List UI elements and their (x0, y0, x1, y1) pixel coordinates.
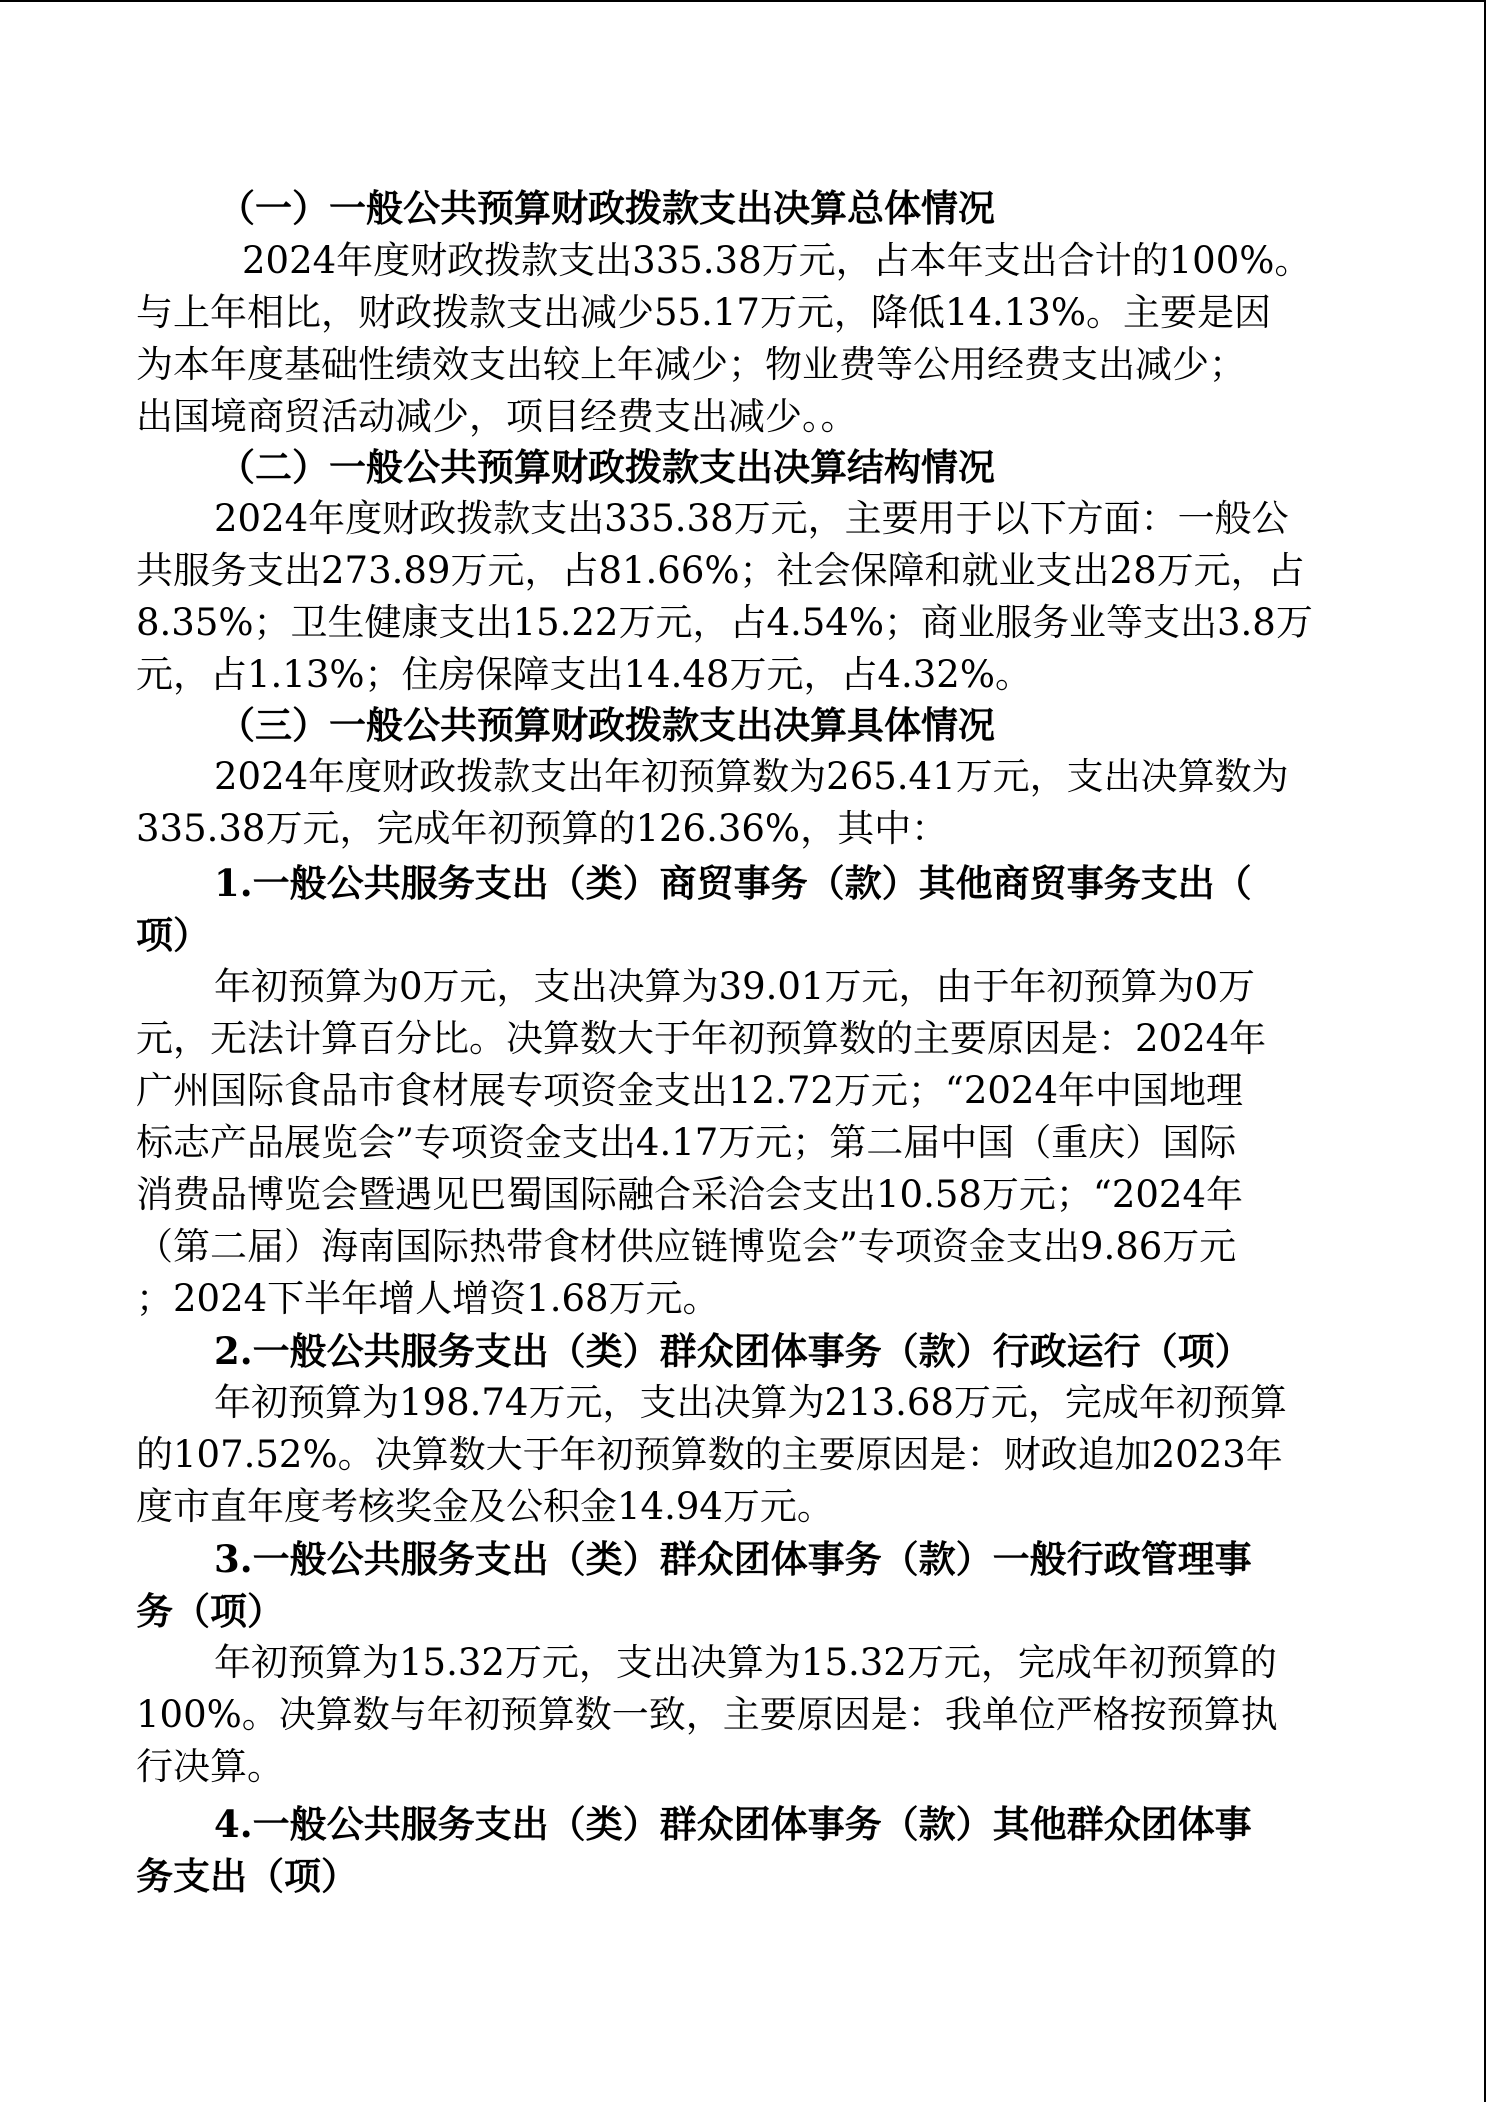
paragraph-line: 8.35%；卫生健康支出15.22万元，占4.54%；商业服务业等支出3.8万 (136, 601, 1313, 644)
subheading-item-4-cont: 务支出（项） (136, 1854, 358, 1898)
heading-structure: （二）一般公共预算财政拨款支出决算结构情况 (218, 445, 995, 489)
subheading-item-1-cont: 项） (136, 913, 210, 957)
paragraph-line: 为本年度基础性绩效支出较上年减少；物业费等公用经费支出减少； (136, 343, 1246, 386)
paragraph-line: 年初预算为198.74万元，支出决算为213.68万元，完成年初预算 (214, 1381, 1287, 1424)
paragraph-line: 335.38万元，完成年初预算的126.36%，其中： (136, 807, 949, 850)
paragraph-line: 2024年度财政拨款支出年初预算数为265.41万元，支出决算数为 (214, 755, 1289, 798)
heading-details: （三）一般公共预算财政拨款支出决算具体情况 (218, 703, 995, 747)
paragraph-line: 标志产品展览会”专项资金支出4.17万元；第二届中国（重庆）国际 (136, 1121, 1237, 1164)
subheading-item-2: 2.一般公共服务支出（类）群众团体事务（款）行政运行（项） (214, 1329, 1252, 1373)
paragraph-line: 2024年度财政拨款支出335.38万元，占本年支出合计的100%。 (242, 239, 1312, 282)
subheading-item-4: 4.一般公共服务支出（类）群众团体事务（款）其他群众团体事 (214, 1802, 1252, 1846)
paragraph-line: 消费品博览会暨遇见巴蜀国际融合采洽会支出10.58万元；“2024年 (136, 1173, 1243, 1216)
paragraph-line: 行决算。 (136, 1745, 284, 1788)
paragraph-line: 度市直年度考核奖金及公积金14.94万元。 (136, 1485, 834, 1528)
paragraph-line: 元，无法计算百分比。决算数大于年初预算数的主要原因是：2024年 (136, 1017, 1267, 1060)
subheading-item-3: 3.一般公共服务支出（类）群众团体事务（款）一般行政管理事 (214, 1537, 1252, 1581)
paragraph-line: 出国境商贸活动减少，项目经费支出减少。。 (136, 395, 858, 438)
paragraph-line: 年初预算为15.32万元，支出决算为15.32万元，完成年初预算的 (214, 1641, 1277, 1684)
paragraph-line: 年初预算为0万元，支出决算为39.01万元，由于年初预算为0万 (214, 965, 1256, 1008)
subheading-item-1: 1.一般公共服务支出（类）商贸事务（款）其他商贸事务支出（ (214, 861, 1252, 905)
paragraph-line: 2024年度财政拨款支出335.38万元，主要用于以下方面：一般公 (214, 497, 1289, 540)
paragraph-line: 元，占1.13%；住房保障支出14.48万元，占4.32%。 (136, 653, 1033, 696)
heading-overall: （一）一般公共预算财政拨款支出决算总体情况 (218, 186, 995, 230)
subheading-item-3-cont: 务（项） (136, 1589, 284, 1633)
paragraph-line: 广州国际食品市食材展专项资金支出12.72万元；“2024年中国地理 (136, 1069, 1243, 1112)
paragraph-line: 共服务支出273.89万元，占81.66%；社会保障和就业支出28万元，占 (136, 549, 1305, 592)
paragraph-line: （第二届）海南国际热带食材供应链博览会”专项资金支出9.86万元 (136, 1225, 1237, 1268)
paragraph-line: ；2024下半年增人增资1.68万元。 (136, 1277, 720, 1320)
paragraph-line: 的107.52%。决算数大于年初预算数的主要原因是：财政追加2023年 (136, 1433, 1283, 1476)
paragraph-line: 与上年相比，财政拨款支出减少55.17万元，降低14.13%。主要是因 (136, 291, 1272, 334)
paragraph-line: 100%。决算数与年初预算数一致，主要原因是：我单位严格按预算执 (136, 1693, 1278, 1736)
